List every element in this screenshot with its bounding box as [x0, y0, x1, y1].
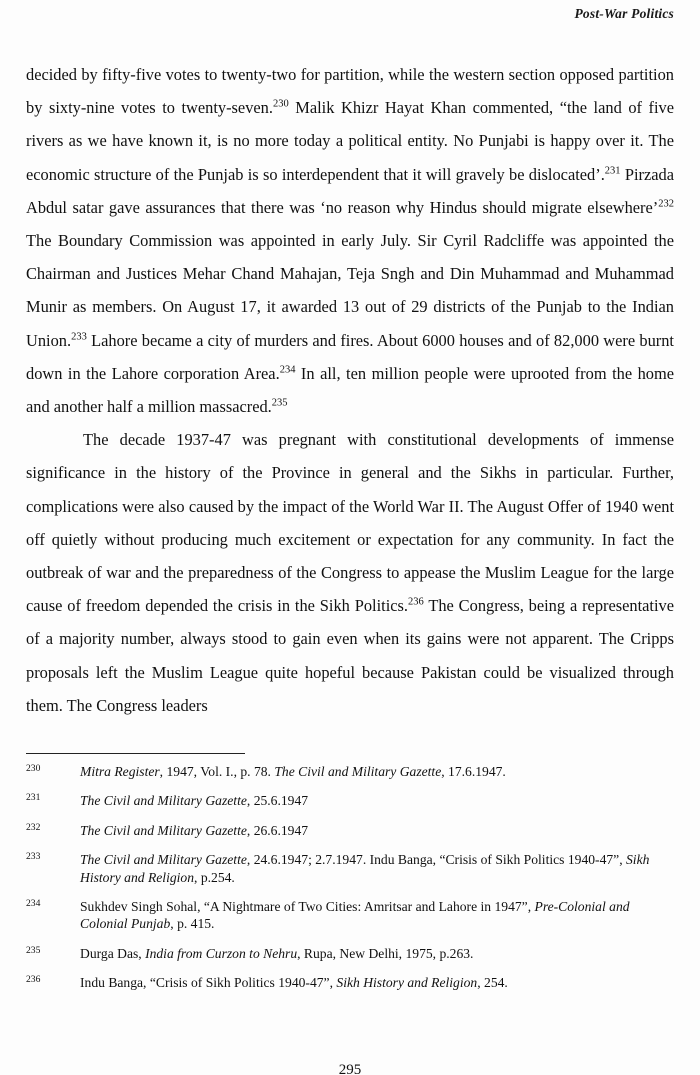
italic-title: Pre-Colonial and Colonial Punjab [80, 899, 630, 932]
footnote-number: 235 [26, 944, 41, 956]
footnote-list [26, 763, 674, 992]
footnote-text: Indu Banga, “Crisis of Sikh Politics 1940-47”, Sikh History and Religion, 254. [80, 975, 508, 991]
body-paragraph-2: The decade 1937-47 was pregnant with constitutional developments of immense significance in the history of the Province in general and the Sikhs in particular. Further, complications were also caused by the impact of the World War II. The August Offer of 1940 went off quietly without producing much excitement or expectation for any community. In fact the outbreak of war and the preparedness of the Congress to appease the Muslim League for the large cause of freedom depended the crisis in the Sikh Politics.$^{236}$ The Congress, being a representative of a majority number, always stood to gain even when its gains were not apparent. The Cripps proposals left the Muslim League quite hopeful because Pakistan could be visualized through them. The Congress leaders [26, 430, 675, 715]
footnote-reference[interactable]: 233 [71, 331, 87, 343]
italic-title: Sikh History and Religion [80, 852, 650, 885]
footnote-230 [26, 763, 674, 780]
footnote-text: The Civil and Military Gazette, 25.6.1947 [80, 793, 309, 809]
footnote-reference[interactable]: 231 [604, 165, 621, 177]
body-paragraph-1: decided by fifty-five votes to twenty-two for partition, while the western section opposed partition by sixty-nine votes to twenty-seven.$^{230}$ Malik Khizr Hayat Khan commented, “the land of five rivers as we have known it, is no more today a political entity. No Punjabi is happy over it. The economic structure of the Punjab is so interdependent that it will gravely be dislocated’.$^{231}$ Pirzada Abdul satar gave assurances that there was ‘no reason why Hindus should migrate elsewhere’$^{232}$ The Boundary Commission was appointed in early July. Sir Cyril Radcliffe was appointed the Chairman and Justices Mehar Chand Mahajan, Teja Sngh and Din Muhammad and Muhammad Munir as members. On August 17, it awarded 13 out of 29 districts of the Punjab to the Indian Union.$^{233}$ Lahore became a city of murders and fires. About 6000 houses and of 82,000 were burnt down in the Lahore corporation Area.$^{234}$ In all, ten million people were uprooted from the home and another half a million massacred.$^{235}$ [26, 65, 675, 417]
footnote-reference[interactable]: 234 [279, 364, 296, 376]
footnote-text: The Civil and Military Gazette, 26.6.1947 [80, 822, 309, 838]
footnote-number: 233 [26, 851, 41, 863]
page-number: 295 [338, 1062, 362, 1075]
body-text-column [26, 58, 674, 722]
footnote-reference[interactable]: 235 [271, 397, 288, 409]
italic-title: The Civil and Military Gazette [80, 852, 247, 868]
footnote-236 [26, 974, 674, 991]
footnote-text: The Civil and Military Gazette, 24.6.1947; 2.7.1947. Indu Banga, “Crisis of Sikh Politics 1940-47”, Sikh History and Religion, p.254. [80, 852, 650, 885]
footnote-231 [26, 792, 674, 809]
running-header: Post-War Politics [574, 6, 674, 21]
footnote-number: 230 [26, 763, 41, 774]
footnote-233 [26, 851, 674, 886]
footnotes-section [26, 753, 674, 992]
footnote-text: Sukhdev Singh Sohal, “A Nightmare of Two Cities: Amritsar and Lahore in 1947”, Pre-Colonial and Colonial Punjab, p. 415. [80, 899, 630, 932]
footnote-235 [26, 945, 674, 962]
footnote-text: Durga Das, India from Curzon to Nehru, Rupa, New Delhi, 1975, p.263. [80, 945, 474, 961]
footnote-232 [26, 822, 674, 839]
footnote-234 [26, 898, 674, 933]
footnote-number: 236 [26, 974, 41, 986]
footnote-reference[interactable]: 232 [658, 198, 674, 210]
footnote-number: 231 [26, 792, 41, 804]
footnote-separator-rule [26, 753, 245, 754]
italic-title: Mitra Register [80, 764, 160, 779]
footnote-reference[interactable]: 236 [408, 596, 424, 608]
footnote-number: 234 [26, 898, 41, 910]
italic-title: The Civil and Military Gazette [80, 793, 247, 809]
italic-title: India from Curzon to Nehru [145, 945, 298, 961]
italic-title: Sikh History and Religion [336, 975, 478, 991]
footnote-number: 232 [26, 821, 41, 833]
footnote-text: Mitra Register, 1947, Vol. I., p. 78. The Civil and Military Gazette, 17.6.1947. [80, 764, 506, 779]
italic-title: The Civil and Military Gazette [274, 764, 442, 779]
footnote-reference[interactable]: 230 [272, 98, 289, 110]
italic-title: The Civil and Military Gazette [80, 822, 247, 838]
